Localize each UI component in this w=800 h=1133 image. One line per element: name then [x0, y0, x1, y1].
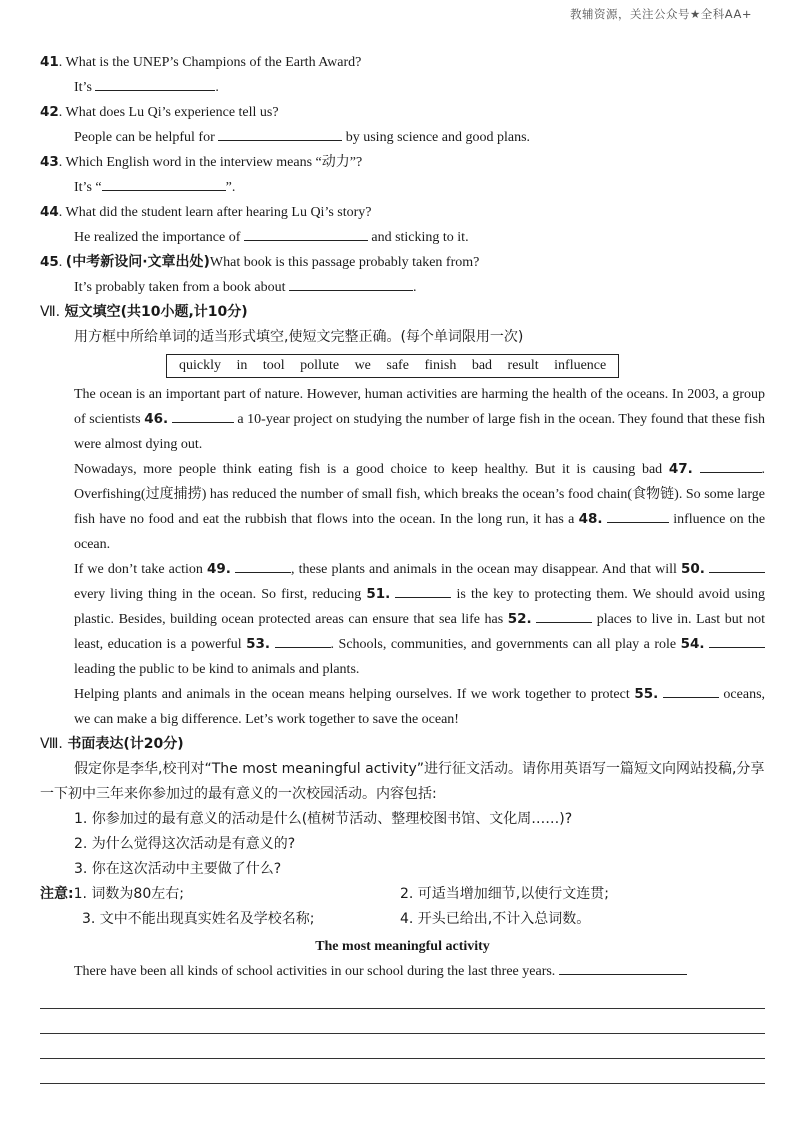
section-8-heading: [40, 732, 765, 757]
answer-blank-45[interactable]: [289, 276, 413, 291]
writing-line[interactable]: [40, 1034, 765, 1059]
note-item: 1. 词数为80左右;: [73, 886, 184, 902]
question-number: 43: [40, 154, 59, 170]
worksheet: [40, 50, 765, 1084]
essay-start: There have been all kinds of school activities in our school during the last three years.: [74, 964, 556, 979]
word-option: quickly: [179, 358, 221, 373]
passage: [40, 382, 765, 732]
answer-blank-41[interactable]: [95, 76, 215, 91]
prompt-point: 3. 你在这次活动中主要做了什么?: [74, 861, 282, 877]
writing-line[interactable]: [40, 1009, 765, 1034]
answer-line-45: [40, 275, 765, 300]
answer-prefix: He realized the importance of: [74, 230, 241, 245]
answer-blank-43[interactable]: [102, 176, 226, 191]
question-number: 42: [40, 104, 59, 120]
blank-number-46: 46.: [144, 411, 169, 427]
question-number: 41: [40, 54, 59, 70]
paragraph-4: Helping plants and animals in the ocean means helping ourselves. If we work together to protect 55. oceans, we can make a big difference. Let’s work together to save the ocean!: [40, 682, 765, 732]
answer-blank-52[interactable]: [536, 608, 592, 623]
writing-line[interactable]: [40, 984, 765, 1009]
page-header: 教辅资源，关注公众号★全科AA+: [570, 7, 752, 21]
essay-title: The most meaningful activity: [315, 939, 490, 954]
section-number: Ⅶ.: [40, 304, 61, 320]
blank-number-53: 53.: [246, 636, 271, 652]
blank-number-55: 55.: [634, 686, 659, 702]
answer-suffix: ”.: [225, 180, 236, 195]
answer-suffix: and sticking to it.: [371, 230, 469, 245]
section-title: 短文填空(共10小题,计10分): [64, 304, 248, 320]
blank-number-48: 48.: [578, 511, 603, 527]
question-42: 42. What does Lu Qi’s experience tell us?: [40, 104, 279, 120]
answer-blank-42[interactable]: [218, 126, 342, 141]
writing-line[interactable]: [40, 1059, 765, 1084]
paragraph-2: Nowadays, more people think eating fish is a good choice to keep healthy. But it is causing bad 47. . Overfishing(过度捕捞) has reduced the number of small fish, which breaks the ocean’s food chain(食物链). So some large fish have no food and eat the rubbish that flows into the ocean. In the long run, it has a 48. influence on the ocean.: [40, 457, 765, 557]
note-item: 4. 开头已给出,不计入总词数。: [400, 911, 591, 927]
answer-suffix: .: [215, 80, 219, 95]
prompt-point: 2. 为什么觉得这次活动是有意义的?: [74, 836, 296, 852]
paragraph-1: The ocean is an important part of nature. However, human activities are harming the health of the oceans. In 2003, a group of scientists 46. a 10-year project on studying the number of large fish in the ocean. They found that these fish were almost dying out.: [74, 387, 766, 452]
answer-suffix: by using science and good plans.: [345, 130, 531, 145]
note-label: 注意:: [40, 886, 74, 902]
answer-blank-55[interactable]: [663, 683, 719, 698]
paragraph-3: If we don’t take action 49. , these plants and animals in the ocean may disappear. And that will 50. every living thing in the ocean. So first, reducing 51. is the key to protecting them. We should avoid using plastic. Besides, building ocean protected areas can ensure that sea life has 52. places to live in. Last but not least, education is a powerful 53. . Schools, communities, and governments can all play a role 54. leading the public to be kind to animals and plants.: [40, 557, 765, 682]
blank-number-49: 49.: [206, 561, 231, 577]
word-option: influence: [554, 358, 607, 373]
word-option: safe: [386, 358, 409, 373]
essay-start-line: [40, 959, 765, 984]
word-option: bad: [471, 358, 493, 373]
question-number: 45: [40, 254, 59, 270]
blank-number-54: 54.: [680, 636, 705, 652]
answer-blank-47[interactable]: [700, 458, 762, 473]
answer-blank-51[interactable]: [395, 583, 451, 598]
section-number: Ⅷ.: [40, 736, 63, 752]
answer-blank-48[interactable]: [607, 508, 669, 523]
answer-prefix: It’s probably taken from a book about: [74, 280, 286, 295]
notes-row-2: [40, 907, 765, 932]
answer-blank-44[interactable]: [244, 226, 368, 241]
answer-prefix: It’s “: [74, 180, 102, 195]
word-option: finish: [424, 358, 457, 373]
question-text: Which English word in the interview means “动力”?: [65, 155, 363, 170]
answer-blank-54[interactable]: [709, 633, 765, 648]
prompt-point: 1. 你参加过的最有意义的活动是什么(植树节活动、整理校图书馆、文化周……)?: [74, 811, 573, 827]
section-title: 书面表达(计20分): [67, 736, 184, 752]
answer-blank-49[interactable]: [235, 558, 291, 573]
section-7-heading: [40, 300, 765, 325]
question-43: 43. Which English word in the interview means “动力”?: [40, 154, 363, 170]
blank-number-51: 51.: [366, 586, 391, 602]
answer-prefix: People can be helpful for: [74, 130, 215, 145]
word-option: we: [354, 358, 371, 373]
question-41: 41. What is the UNEP’s Champions of the Earth Award?: [40, 54, 362, 70]
notes-row-1: [40, 882, 765, 907]
question-text: What does Lu Qi’s experience tell us?: [65, 105, 279, 120]
answer-line-41: [40, 75, 765, 100]
answer-blank-53[interactable]: [275, 633, 331, 648]
word-option: tool: [262, 358, 285, 373]
blank-number-50: 50.: [681, 561, 705, 577]
question-44: 44. What did the student learn after hearing Lu Qi’s story?: [40, 204, 372, 220]
question-45: 45. (中考新设问·文章出处)What book is this passage probably taken from?: [40, 254, 480, 270]
section-7-instruction: 用方框中所给单词的适当形式填空,使短文完整正确。(每个单词限用一次): [74, 329, 524, 345]
answer-suffix: .: [413, 280, 417, 295]
answer-prefix: It’s: [74, 80, 92, 95]
answer-blank-46[interactable]: [172, 408, 234, 423]
answer-line-42: [40, 125, 765, 150]
answer-line-43: [40, 175, 765, 200]
word-option: result: [507, 358, 539, 373]
question-tag: (中考新设问·文章出处): [65, 254, 210, 270]
answer-blank-50[interactable]: [709, 558, 765, 573]
word-box: [166, 354, 619, 378]
word-option: in: [236, 358, 248, 373]
note-item: 3. 文中不能出现真实姓名及学校名称;: [82, 911, 315, 927]
question-text: What is the UNEP’s Champions of the Earth Award?: [65, 55, 362, 70]
word-option: pollute: [300, 358, 340, 373]
blank-number-47: 47.: [668, 461, 693, 477]
question-number: 44: [40, 204, 59, 220]
answer-line-44: [40, 225, 765, 250]
question-text: What book is this passage probably taken from?: [209, 255, 480, 270]
blank-number-52: 52.: [507, 611, 532, 627]
note-item: 2. 可适当增加细节,以使行文连贯;: [400, 886, 609, 902]
essay-blank[interactable]: [559, 960, 687, 975]
writing-prompt: 假定你是李华,校刊对“The most meaningful activity”进行征文活动。请你用英语写一篇短文向网站投稿,分享一下初中三年来你参加过的最有意义的一次校园活动。内容包括:: [40, 761, 765, 802]
question-text: What did the student learn after hearing Lu Qi’s story?: [65, 205, 372, 220]
